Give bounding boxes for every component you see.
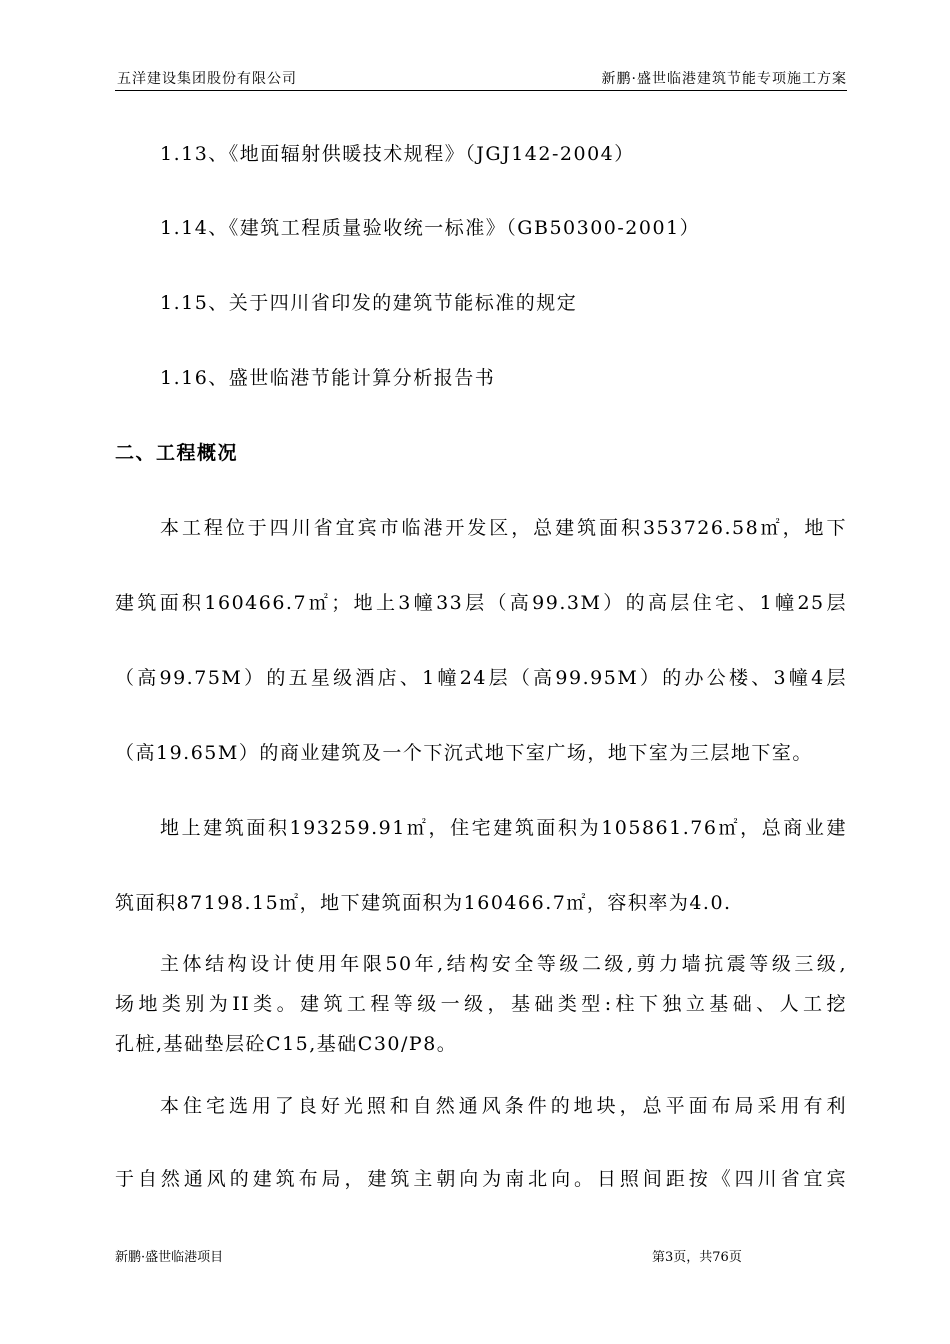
- reference-item: 1.13、《地面辐射供暖技术规程》（JGJ142-2004）: [160, 143, 635, 165]
- paragraph-line: 建筑面积160466.7㎡；地上3幢33层（高99.3M）的高层住宅、1幢25层: [115, 592, 847, 614]
- paragraph-line: （高19.65M）的商业建筑及一个下沉式地下室广场，地下室为三层地下室。: [115, 742, 813, 764]
- paragraph-line: 场地类别为II类。建筑工程等级一级，基础类型:柱下独立基础、人工挖: [115, 993, 847, 1015]
- section-heading: 二、工程概况: [115, 442, 239, 464]
- paragraph-line: 筑面积87198.15㎡，地下建筑面积为160466.7㎡，容积率为4.0.: [115, 892, 732, 914]
- reference-item: 1.15、关于四川省印发的建筑节能标准的规定: [160, 292, 578, 314]
- paragraph-line: 本工程位于四川省宜宾市临港开发区，总建筑面积353726.58㎡，地下: [160, 517, 847, 539]
- paragraph-line: 本住宅选用了良好光照和自然通风条件的地块，总平面布局采用有利: [160, 1095, 847, 1117]
- paragraph-line: 于自然通风的建筑布局，建筑主朝向为南北向。日照间距按《四川省宜宾: [115, 1168, 847, 1190]
- paragraph-line: 地上建筑面积193259.91㎡，住宅建筑面积为105861.76㎡，总商业建: [160, 817, 847, 839]
- paragraph-line: 孔桩,基础垫层砼C15,基础C30/P8。: [115, 1033, 458, 1055]
- paragraph-line: （高99.75M）的五星级酒店、1幢24层（高99.95M）的办公楼、3幢4层: [115, 667, 847, 689]
- page-header: [115, 66, 847, 91]
- header-company: 五洋建设集团股份有限公司: [117, 71, 297, 87]
- footer-project: 新鹏·盛世临港项目: [115, 1250, 224, 1265]
- paragraph-line: 主体结构设计使用年限50年,结构安全等级二级,剪力墙抗震等级三级,: [160, 953, 847, 975]
- footer-page-number: 第3页，共76页: [652, 1250, 742, 1265]
- header-document-title: 新鹏·盛世临港建筑节能专项施工方案: [601, 71, 847, 87]
- reference-item: 1.14、《建筑工程质量验收统一标准》（GB50300-2001）: [160, 217, 701, 239]
- reference-item: 1.16、盛世临港节能计算分析报告书: [160, 367, 496, 389]
